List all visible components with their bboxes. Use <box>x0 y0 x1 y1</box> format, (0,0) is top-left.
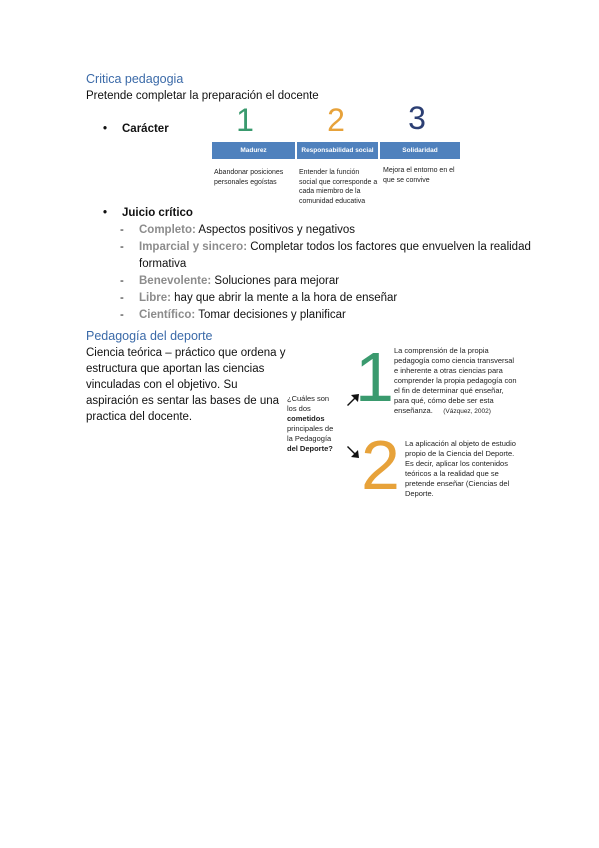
step-bar-solidaridad: Solidaridad <box>380 142 460 159</box>
bullet-caracter <box>103 123 169 135</box>
step-number-3: 3 <box>408 100 426 136</box>
cometidos-figure <box>285 338 535 504</box>
step-bar-responsabilidad: Responsabilidad social <box>297 142 378 159</box>
juicio-item-completo: - Completo: Aspectos positivos y negativos <box>120 224 356 236</box>
step-bar-madurez: Madurez <box>212 142 295 159</box>
juicio-item-cientifico: - Científico: Tomar decisiones y planificar <box>120 309 346 321</box>
para-line: Ciencia teórica – práctico que ordena y <box>86 347 286 359</box>
step-desc-2: Entender la función social que corresponde a cada miembro de la comunidad educativa <box>299 169 378 205</box>
section-heading-pedagogia-deporte: Pedagogía del deporte <box>86 329 213 343</box>
citation: (Vázquez, 2002) <box>443 408 491 415</box>
step-desc-3: Mejora el entorno en el que se convive <box>383 167 455 184</box>
cometido-number-1: 1 <box>355 338 394 416</box>
arrow-down-right-icon <box>345 444 361 460</box>
cometido-number-2: 2 <box>361 426 400 504</box>
juicio-item-imparcial: - Imparcial y sincero: Completar todos los factores que envuelven la realidad <box>120 241 531 253</box>
cometido-text-1: La comprensión de la propia pedagogía como ciencia transversal e inherente a otras ciencias para comprender la propia pedagogía con el fin de determinar qué enseñar, para qué, cómo debe ser esta enseñanza. (Vázquez, 2002) <box>394 346 517 415</box>
bullet-label-juicio: Juicio crítico <box>122 207 193 219</box>
juicio-item-libre: - Libre: hay que abrir la mente a la hora de enseñar <box>120 292 398 304</box>
juicio-item-imparcial-cont: formativa <box>139 258 187 270</box>
bullet-juicio <box>103 207 193 219</box>
step-desc-1: Abandonar posiciones personales egoístas <box>214 169 284 186</box>
para-line: estructura que aportan las ciencias <box>86 363 265 375</box>
cometido-text-2: La aplicación al objeto de estudio propio de la Ciencia del Deporte. Es decir, aplicar los contenidos teóricos a la realidad que se pretende enseñar (Ciencias del Deporte. <box>405 439 516 498</box>
section2-paragraph <box>86 345 286 425</box>
juicio-sub-list <box>120 224 540 329</box>
para-line: aspiración es sentar las bases de una <box>86 395 280 407</box>
step-number-1: 1 <box>236 102 254 138</box>
intro-text: Pretende completar la preparación el docente <box>86 90 319 102</box>
bullet-dot: • <box>103 123 108 135</box>
juicio-item-benevolente: - Benevolente: Soluciones para mejorar <box>120 275 340 287</box>
question-text: ¿Cuáles son los dos cometidos principales de la Pedagogía del Deporte? <box>287 394 334 453</box>
para-line: vinculadas con el objetivo. Su <box>86 379 238 391</box>
caracter-steps-figure <box>212 102 462 212</box>
bullet-dot: • <box>103 207 108 219</box>
step-number-2: 2 <box>327 102 345 138</box>
section-heading-critica: Critica pedagogia <box>86 72 184 86</box>
bullet-label-caracter: Carácter <box>122 123 169 135</box>
para-line: practica del docente. <box>86 411 193 423</box>
